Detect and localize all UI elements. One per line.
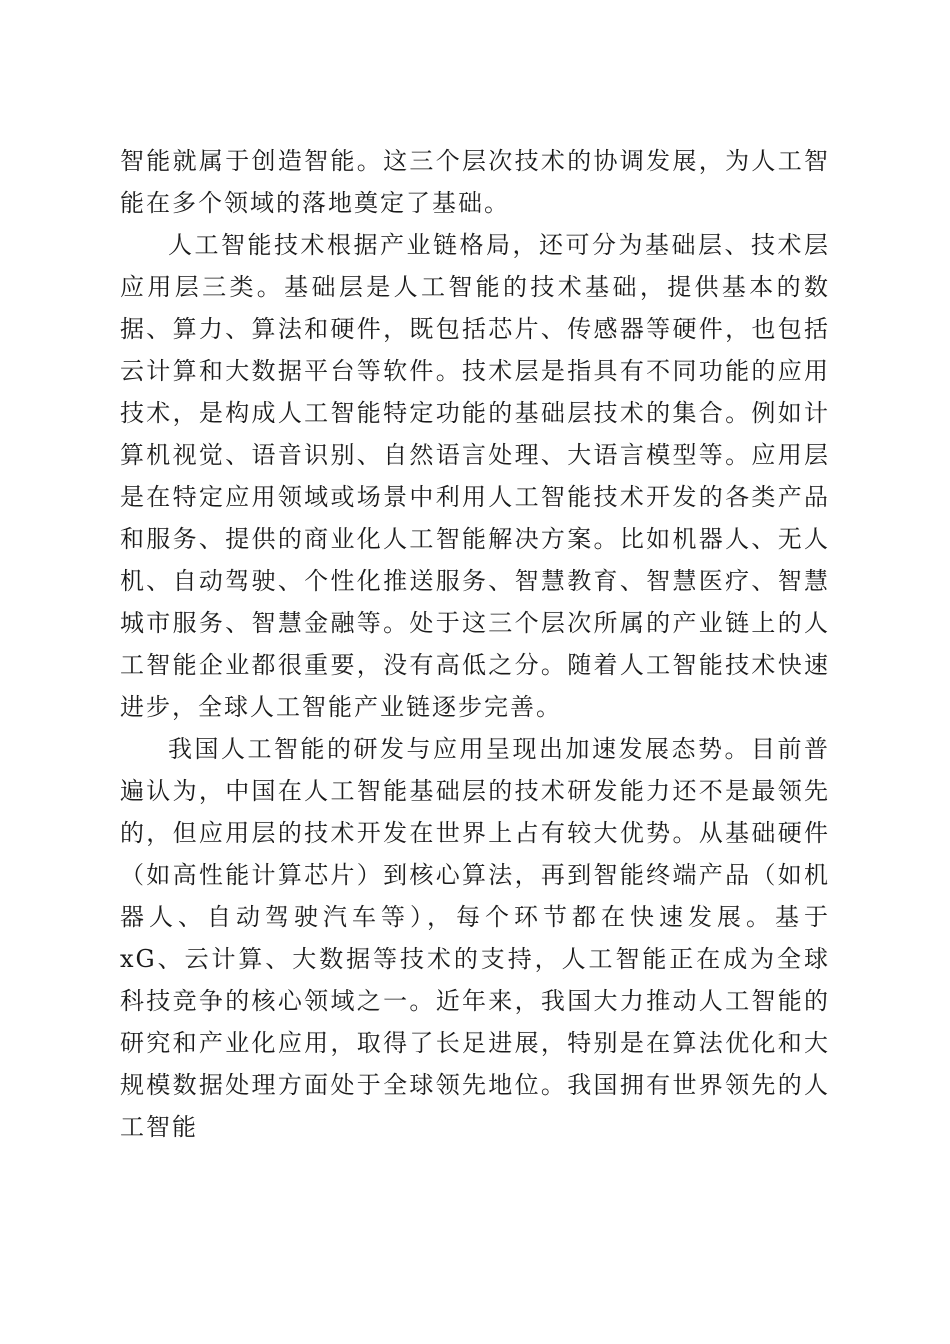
paragraph-1: 智能就属于创造智能。这三个层次技术的协调发展，为人工智能在多个领域的落地奠定了基础。 xyxy=(120,147,830,217)
paragraph-2: 人工智能技术根据产业链格局，还可分为基础层、技术层应用层三类。基础层是人工智能的技术基础，提供基本的数据、算力、算法和硬件，既包括芯片、传感器等硬件，也包括云计算和大数据平台等软件。技术层是指具有不同功能的应用技术，是构成人工智能特定功能的基础层技术的集合。例如计算机视觉、语音识别、自然语言处理、大语言模型等。应用层是在特定应用领域或场景中利用人工智能技术开发的各类产品和服务、提供的商业化人工智能解决方案。比如机器人、无人机、自动驾驶、个性化推送服务、智慧教育、智慧医疗、智慧城市服务、智慧金融等。处于这三个层次所属的产业链上的人工智能企业都很重要，没有高低之分。随着人工智能技术快速进步，全球人工智能产业链逐步完善。 xyxy=(120,231,830,721)
paragraph-3: 我国人工智能的研发与应用呈现出加速发展态势。目前普遍认为，中国在人工智能基础层的技术研发能力还不是最领先的，但应用层的技术开发在世界上占有较大优势。从基础硬件（如高性能计算芯片）到核心算法，再到智能终端产品（如机器人、自动驾驶汽车等），每个环节都在快速发展。基于 xG、云计算、大数据等技术的支持，人工智能正在成为全球科技竞争的核心领域之一。近年来，我国大力推动人工智能的研究和产业化应用，取得了长足进展，特别是在算法优化和大规模数据处理方面处于全球领先地位。我国拥有世界领先的人工智能 xyxy=(120,735,830,1141)
body-text xyxy=(120,140,830,1148)
